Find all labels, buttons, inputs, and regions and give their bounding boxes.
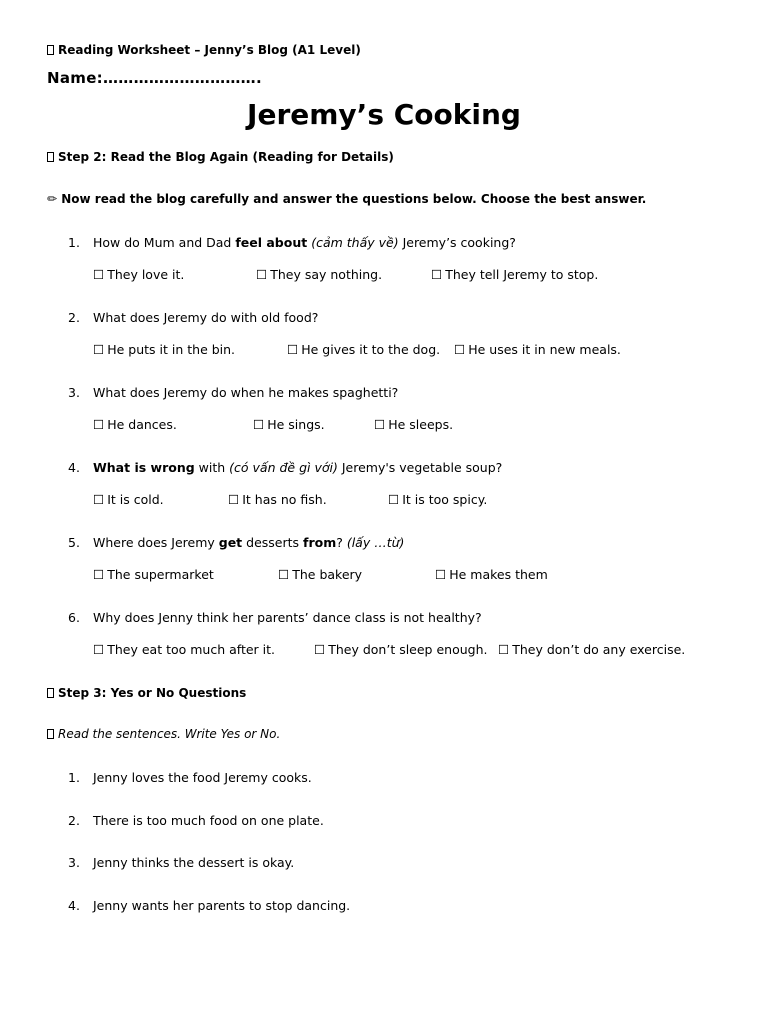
checkbox-icon[interactable]: ☐ [93, 567, 105, 582]
missing-glyph-icon [47, 688, 54, 698]
answer-option[interactable]: ☐ He sings. [253, 417, 325, 432]
missing-glyph-icon [47, 45, 54, 55]
answer-option[interactable]: ☐ He puts it in the bin. [93, 342, 236, 357]
answer-option[interactable]: ☐ The supermarket [93, 567, 214, 582]
checkbox-icon[interactable]: ☐ [93, 492, 105, 507]
answer-option[interactable]: ☐ They tell Jeremy to stop. [431, 267, 599, 282]
step3-instruction-text: Read the sentences. Write Yes or No. [58, 727, 281, 741]
worksheet-label: Reading Worksheet – Jenny’s Blog (A1 Level) [58, 43, 361, 57]
answer-option[interactable]: ☐ It is cold. [93, 492, 164, 507]
question-number: 1. [68, 235, 80, 250]
checkbox-icon[interactable]: ☐ [435, 567, 447, 582]
checkbox-icon[interactable]: ☐ [93, 642, 105, 657]
checkbox-icon[interactable]: ☐ [314, 642, 326, 657]
step2-instruction-text: Now read the blog carefully and answer the questions below. Choose the best answer. [61, 192, 647, 206]
step2-heading [47, 150, 394, 164]
question-number: 1. [68, 770, 80, 785]
answer-option[interactable]: ☐ He gives it to the dog. [287, 342, 441, 357]
missing-glyph-icon [47, 152, 54, 162]
question-number: 6. [68, 610, 80, 625]
question-number: 4. [68, 460, 80, 475]
answer-option[interactable]: ☐ They eat too much after it. [93, 642, 275, 657]
checkbox-icon[interactable]: ☐ [454, 342, 466, 357]
page-title: Jeremy’s Cooking [247, 98, 521, 131]
question-number: 2. [68, 813, 80, 828]
checkbox-icon[interactable]: ☐ [228, 492, 240, 507]
yes-no-statement: Jenny loves the food Jeremy cooks. [93, 770, 312, 785]
answer-option[interactable]: ☐ He uses it in new meals. [454, 342, 621, 357]
question-number: 4. [68, 898, 80, 913]
question-text: What does Jeremy do with old food? [93, 310, 319, 325]
yes-no-statement: Jenny wants her parents to stop dancing. [93, 898, 351, 913]
yes-no-statement: There is too much food on one plate. [93, 813, 324, 828]
step2-heading-text: Step 2: Read the Blog Again (Reading for Details) [58, 150, 394, 164]
answer-option[interactable]: ☐ The bakery [278, 567, 363, 582]
step3-heading-text: Step 3: Yes or No Questions [58, 686, 247, 700]
question-number: 3. [68, 385, 80, 400]
answer-option[interactable]: ☐ They don’t do any exercise. [498, 642, 686, 657]
worksheet-header [47, 43, 361, 57]
step2-instruction [47, 192, 646, 206]
checkbox-icon[interactable]: ☐ [93, 267, 105, 282]
question-text: Why does Jenny think her parents’ dance class is not healthy? [93, 610, 482, 625]
checkbox-icon[interactable]: ☐ [388, 492, 400, 507]
question-number: 3. [68, 855, 80, 870]
question-text: How do Mum and Dad feel about (cảm thấy về) Jeremy’s cooking? [93, 235, 516, 250]
checkbox-icon[interactable]: ☐ [498, 642, 510, 657]
question-number: 5. [68, 535, 80, 550]
checkbox-icon[interactable]: ☐ [431, 267, 443, 282]
checkbox-icon[interactable]: ☐ [374, 417, 386, 432]
answer-option[interactable]: ☐ They love it. [93, 267, 185, 282]
missing-glyph-icon [47, 729, 54, 739]
answer-option[interactable]: ☐ It has no fish. [228, 492, 327, 507]
question-number: 2. [68, 310, 80, 325]
answer-option[interactable]: ☐ It is too spicy. [388, 492, 488, 507]
yes-no-statement: Jenny thinks the dessert is okay. [93, 855, 295, 870]
checkbox-icon[interactable]: ☐ [287, 342, 299, 357]
checkbox-icon[interactable]: ☐ [93, 342, 105, 357]
answer-option[interactable]: ☐ They say nothing. [256, 267, 383, 282]
question-text: Where does Jeremy get desserts from? (lấy …từ) [93, 535, 405, 550]
name-line: Name:…………………………. [47, 69, 262, 87]
step3-heading [47, 686, 246, 700]
question-text: What is wrong with (có vấn đề gì với) Jeremy's vegetable soup? [93, 460, 503, 475]
checkbox-icon[interactable]: ☐ [253, 417, 265, 432]
checkbox-icon[interactable]: ☐ [278, 567, 290, 582]
answer-option[interactable]: ☐ He sleeps. [374, 417, 454, 432]
checkbox-icon[interactable]: ☐ [256, 267, 268, 282]
question-text: What does Jeremy do when he makes spaghetti? [93, 385, 399, 400]
answer-option[interactable]: ☐ They don’t sleep enough. [314, 642, 488, 657]
step3-instruction [47, 727, 280, 741]
checkbox-icon[interactable]: ☐ [93, 417, 105, 432]
answer-option[interactable]: ☐ He dances. [93, 417, 177, 432]
answer-option[interactable]: ☐ He makes them [435, 567, 548, 582]
pencil-icon: ✏ [47, 192, 58, 206]
